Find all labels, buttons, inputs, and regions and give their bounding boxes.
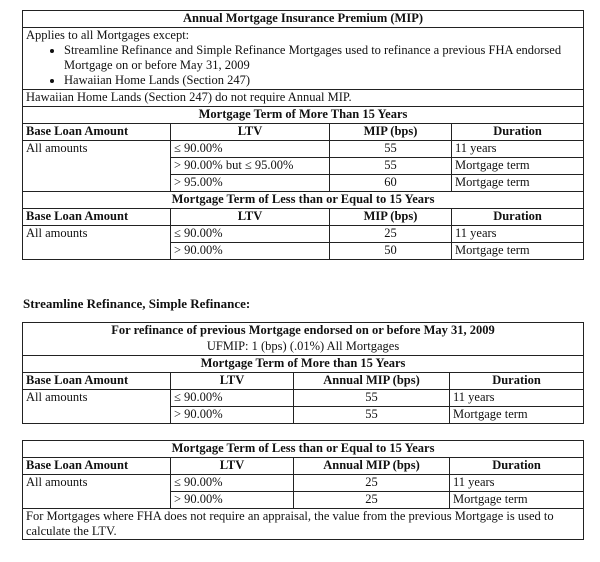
mip-cell: 55 [294,390,450,407]
col-header-duration: Duration [450,458,584,475]
base-loan-cell: All amounts [23,475,171,492]
mip-applies-cell [23,28,584,90]
duration-cell: Mortgage term [452,158,584,175]
mip-cell: 25 [294,492,450,509]
table-row [23,407,584,424]
table-row [23,175,584,192]
refi-more15-title: Mortgage Term of More than 15 Years [23,356,584,373]
base-loan-cell: All amounts [23,226,171,243]
ltv-cell: ≤ 90.00% [171,475,294,492]
ltv-cell: > 95.00% [171,175,330,192]
duration-cell: 11 years [452,226,584,243]
base-loan-cell: All amounts [23,141,171,158]
col-header-base-loan: Base Loan Amount [23,209,171,226]
refi-more15-table [22,322,584,424]
duration-cell: Mortgage term [452,243,584,260]
col-header-ltv: LTV [171,124,330,141]
table-row [23,475,584,492]
mip-applies-text: Applies to all Mortgages except: [26,28,190,42]
mip-less15-title: Mortgage Term of Less than or Equal to 15 Years [23,192,584,209]
ltv-cell: ≤ 90.00% [171,141,330,158]
ufmip-text: UFMIP: 1 (bps) (.01%) All Mortgages [23,339,584,356]
mip-cell: 55 [294,407,450,424]
col-header-ltv: LTV [171,458,294,475]
col-header-mip: Annual MIP (bps) [294,458,450,475]
appraisal-note: For Mortgages where FHA does not require an appraisal, the value from the previous Mortgage is used to calculate the LTV. [23,509,584,540]
mip-cell: 25 [330,226,452,243]
col-header-ltv: LTV [171,209,330,226]
duration-cell: 11 years [450,390,584,407]
duration-cell: Mortgage term [450,407,584,424]
table-row [23,492,584,509]
table-row [23,243,584,260]
col-header-base-loan: Base Loan Amount [23,124,171,141]
table-row [23,141,584,158]
duration-cell: Mortgage term [452,175,584,192]
col-header-base-loan: Base Loan Amount [23,373,171,390]
col-header-mip: MIP (bps) [330,209,452,226]
mip-cell: 55 [330,141,452,158]
ltv-cell: ≤ 90.00% [171,390,294,407]
table-row [23,158,584,175]
base-loan-cell: All amounts [23,390,171,407]
col-header-mip: MIP (bps) [330,124,452,141]
table-row [23,226,584,243]
table-row [23,390,584,407]
annual-mip-title: Annual Mortgage Insurance Premium (MIP) [23,11,584,28]
col-header-duration: Duration [450,373,584,390]
col-header-base-loan: Base Loan Amount [23,458,171,475]
duration-cell: 11 years [450,475,584,492]
refi-less15-table [22,440,584,540]
duration-cell: 11 years [452,141,584,158]
annual-mip-table [22,10,584,260]
mip-exception-item: • Hawaiian Home Lands (Section 247) [64,73,580,88]
ltv-cell: > 90.00% but ≤ 95.00% [171,158,330,175]
refi-title: For refinance of previous Mortgage endorsed on or before May 31, 2009 [23,323,584,340]
mip-more15-title: Mortgage Term of More Than 15 Years [23,107,584,124]
col-header-duration: Duration [452,209,584,226]
ltv-cell: > 90.00% [171,243,330,260]
refi-less15-title: Mortgage Term of Less than or Equal to 15 Years [23,441,584,458]
ltv-cell: > 90.00% [171,407,294,424]
col-header-duration: Duration [452,124,584,141]
mip-cell: 50 [330,243,452,260]
mip-cell: 60 [330,175,452,192]
mip-cell: 55 [330,158,452,175]
mip-exception-item: • Streamline Refinance and Simple Refinance Mortgages used to refinance a previous FHA endorsed Mortgage on or before May 31, 2009 [64,43,580,73]
mip-cell: 25 [294,475,450,492]
ltv-cell: > 90.00% [171,492,294,509]
col-header-mip: Annual MIP (bps) [294,373,450,390]
duration-cell: Mortgage term [450,492,584,509]
col-header-ltv: LTV [171,373,294,390]
hawaiian-note: Hawaiian Home Lands (Section 247) do not require Annual MIP. [23,90,584,107]
mip-exceptions-list [26,43,580,88]
streamline-heading: Streamline Refinance, Simple Refinance: [23,296,251,311]
ltv-cell: ≤ 90.00% [171,226,330,243]
